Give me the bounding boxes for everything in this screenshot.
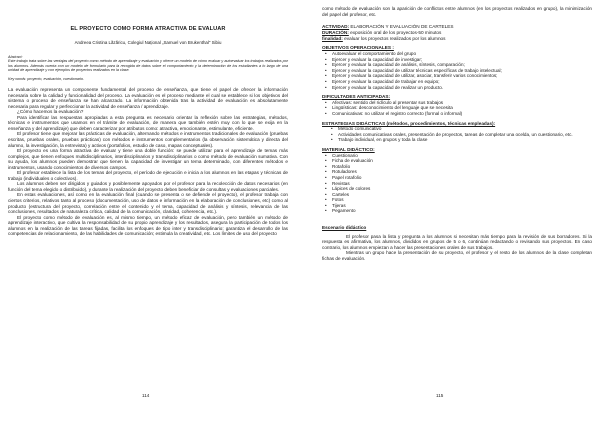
article-title: EL PROYECTO COMO FORMA ATRACTIVA DE EVALUAR	[70, 26, 226, 32]
difficulties-heading: DIFICULTADES ANTICIPADAS:	[322, 94, 391, 100]
strategies-list	[322, 126, 592, 143]
list-item: • Ejercer y evaluar la capacidad de utilizar técnicas específicas de trabajo intelectual;	[322, 68, 592, 74]
list-item: • Afectivas: sentido del ridículo al presentar sus trabajos	[322, 100, 592, 106]
body-paragraph: ¿Cómo hacemos la evaluación?	[17, 109, 84, 115]
list-item: • Ejercer y evaluar la capacidad de análisis, síntesis, comparación;	[322, 62, 592, 68]
list-item: • Comunicativas: no utilizar el registro correcto (formal o informal)	[322, 111, 592, 117]
purpose-value: evaluar los proyectos realizados por los alumnos	[342, 35, 446, 41]
keywords: Key words: proyecto, evaluación, cuestionario.	[8, 76, 85, 81]
purpose-line	[322, 36, 592, 42]
difficulties-list	[322, 100, 592, 117]
list-item: • Carteles	[322, 192, 592, 198]
objectives-heading: OBJETIVOS OPERACIONALES :	[322, 45, 394, 51]
body-paragraph: Los alumnos deben ser dirigidos y guiados y posiblemente apoyados por el profesor para la recolección de datos necesarios (en función del tema elegido o distribuido), y durante la realización del proyecto deben beneficiar de consultas y evaluaciones parciales.	[8, 181, 288, 192]
list-item: • Pegamento	[322, 208, 592, 214]
body-paragraph: El proyecto como método de evaluación es, al mismo tiempo, un método eficaz de evaluación, pero también un método de aprendizaje interactivo, que cultiva la responsabilidad de su propio aprendizaje y los resultados, asegura la participación de todos los alumnos en la realización de las tareas fijadas, facilita los enfoques de tipo inter y transdisciplinario; garantiza el desarrollo de las competencias de relacionamiento, de las habilidades de comunicación; estimula la creatividad, etc. Los límites de uso del proyecto	[8, 214, 288, 237]
right-page	[300, 0, 600, 424]
materials-list	[322, 153, 592, 214]
body-paragraph: El profesor tiene que mejorar las prácticas de evaluación, alternando métodos e instrumentos tradicionales de evaluación (pruebas escritas, pruebas orales, pruebas prácticas) con métodos e instrumentos complementarios (la observación sistemática y directa del alumno, la investigación, la entrevista) y activos (portafolios, estudio de caso, mapas conceptuales).	[8, 131, 288, 148]
scenario-heading: Escenario didáctico	[322, 224, 367, 230]
list-item: • Autoevaluar el comportamiento del grupo	[322, 51, 592, 57]
list-item: • Ejercer y evaluar la capacidad de investigar;	[322, 57, 592, 63]
body-paragraph: Mientras un grupo hace la presentación de su proyecto, el profesor y el resto de los alumnos de la clase completan fichas de evaluación.	[322, 250, 592, 261]
list-item: • Trabajo individual, en grupos y toda la clase	[322, 137, 592, 143]
list-item: • Ficha de evaluación	[322, 158, 592, 164]
duration-label: DURACIÓN:	[322, 29, 349, 35]
author-line: Andreea Cristina Lăzăricu, Colegiul Național „Samuel von Brukenthal" Sibiu	[74, 40, 222, 45]
body-paragraph: El profesor establece la lista de los temas del proyecto, el período de ejecución e inicia a los alumnos en las etapas y técnicas de trabajo (individuales o colectivos).	[8, 170, 288, 181]
purpose-label: finalidad:	[322, 35, 343, 41]
list-item: • Lingüísticas: desconocimiento del lenguaje que se necesita	[322, 105, 592, 111]
list-item: • Lápices de colores	[322, 186, 592, 192]
abstract-label: Abstract:	[8, 55, 23, 59]
list-item: • Ejercer y evaluar la capacidad de trabajar en equipo;	[322, 79, 592, 85]
strategies-heading: ESTRATEGIAS DIDÁCTICAS (métodos, procedimientos, técnicas empleadas):	[322, 120, 496, 126]
list-item: • Fotos	[322, 197, 592, 203]
objectives-list	[322, 51, 592, 90]
body-paragraph: Para identificar las respuestas apropiadas a esta pregunta es necesario orientar la reflexión sobre las estrategias, métodos, técnicas e instrumentos que usamos en el trámite de evaluación, de manera que también estén muy con lo que se exija en la enseñanza y del aprendizaje) que deben caracterizar por atributos como: atractiva, emocionante, estimulante, eficiente.	[8, 114, 288, 131]
list-item: • Ejercer y evaluar la capacidad de realizar un producto.	[322, 85, 592, 91]
body-paragraph: La evaluación representa un componente fundamental del proceso de enseñanza, que tiene el papel de ofrecer la información necesaria sobre la calidad y funcionalidad del proceso. La evaluación es el proceso mediante el cual se establece si los objetivos del sistema o proceso de enseñanza se han alcanzado. La información obtenida tras la actividad de evaluación es absolutamente necesaria para regular y perfeccionar la actividad de enseñanza / aprendizaje.	[8, 87, 288, 109]
body-paragraph: En estas evaluaciones, así como en la evaluación final (cuando se presenta o se defiende el proyecto), el profesor trabaja con ciertos criterios, relativos tanto al proceso (documentación, uso de datos e información en la elaboración de conclusiones, etc) como al producto (estructura del proyecto, correlación entre el contenido y el tema, capacidad de análisis y síntesis, relevancia de las conclusiones, resultados de naturaleza crítica, calidad de la comunicación, claridad, coherencia, etc.).	[8, 192, 288, 215]
list-item: • Ejercer y evaluar la capacidad de utilizar, asociar, transferir varios conocimientos;	[322, 73, 592, 79]
body-paragraph: El profesor pasa la lista y pregunta a los alumnos si necesitan más tiempo para la revisión de sus borradores. Si la respuesta es afirmativa, los alumnos, divididos en grupos de 5 o 6, continúan redactando o revisando sus proyectos. En caso contrario, los alumnos empiezan a hacer las presentaciones orales de sus trabajos.	[322, 233, 592, 250]
left-column	[8, 6, 288, 237]
list-item: • Revistas	[322, 181, 592, 187]
activity-value: ELABORACIÓN Y EVALUACIÓN DE CARTELES	[349, 24, 454, 30]
list-item: • Cuestionario	[322, 153, 592, 159]
activity-label: ACTIVIDAD:	[322, 24, 350, 30]
list-item: • Actividades comunicativas orales, presentación de proyectos, tareas de completar una ocelda, un cuestionario, etc.	[322, 132, 592, 138]
list-item: • Tijeras	[322, 203, 592, 209]
body-paragraph: El proyecto es una forma atractiva de evaluar y tiene una doble función: se puede utilizar para el aprendizaje de temas más complejos, que tienen enfoques multidisciplinarios, interdisciplinarios y transdisciplinarios o como método de evaluación sumativa. Con su ayuda, los alumnos pueden demostrar que tienen la capacidad de investigar un tema determinado, con diferentes métodos e instrumentos, usando conocimientos de diversos campos.	[8, 148, 288, 170]
list-item: • Rotuladores	[322, 169, 592, 175]
page-number-right: 115	[436, 393, 444, 398]
list-item: • Rotafolio	[322, 164, 592, 170]
list-item: • Papel rotafolio	[322, 175, 592, 181]
list-item: • Método comunicativo	[322, 126, 592, 132]
abstract-text: Este trabajo trata sobre las ventajas del proyecto como método de aprendizaje y evaluación y ofrece un modelo de cómo evaluar y autoevaluar los trabajos realizados por los alumnos. Además cuenta con un modelo de formulario para la recogida de datos sobre el comportamiento y la determinación de los estudiantes a lo largo de una unidad de aprendizaje y con ejemplos de proyectos realizados en la clase.	[8, 59, 288, 73]
right-column	[322, 6, 592, 261]
materials-heading: MATERIAL DIDÁCTICO:	[322, 146, 375, 152]
left-body	[8, 87, 288, 237]
intro-paragraph: como método de evaluación son la aparición de conflictos entre alumnos (en los proyectos realizados en grupo), la minimización del papel del profesor, etc.	[322, 6, 592, 17]
page-number-left: 114	[142, 393, 150, 398]
duration-value: exposición oral de los proyectos-50 minutos	[348, 29, 442, 35]
